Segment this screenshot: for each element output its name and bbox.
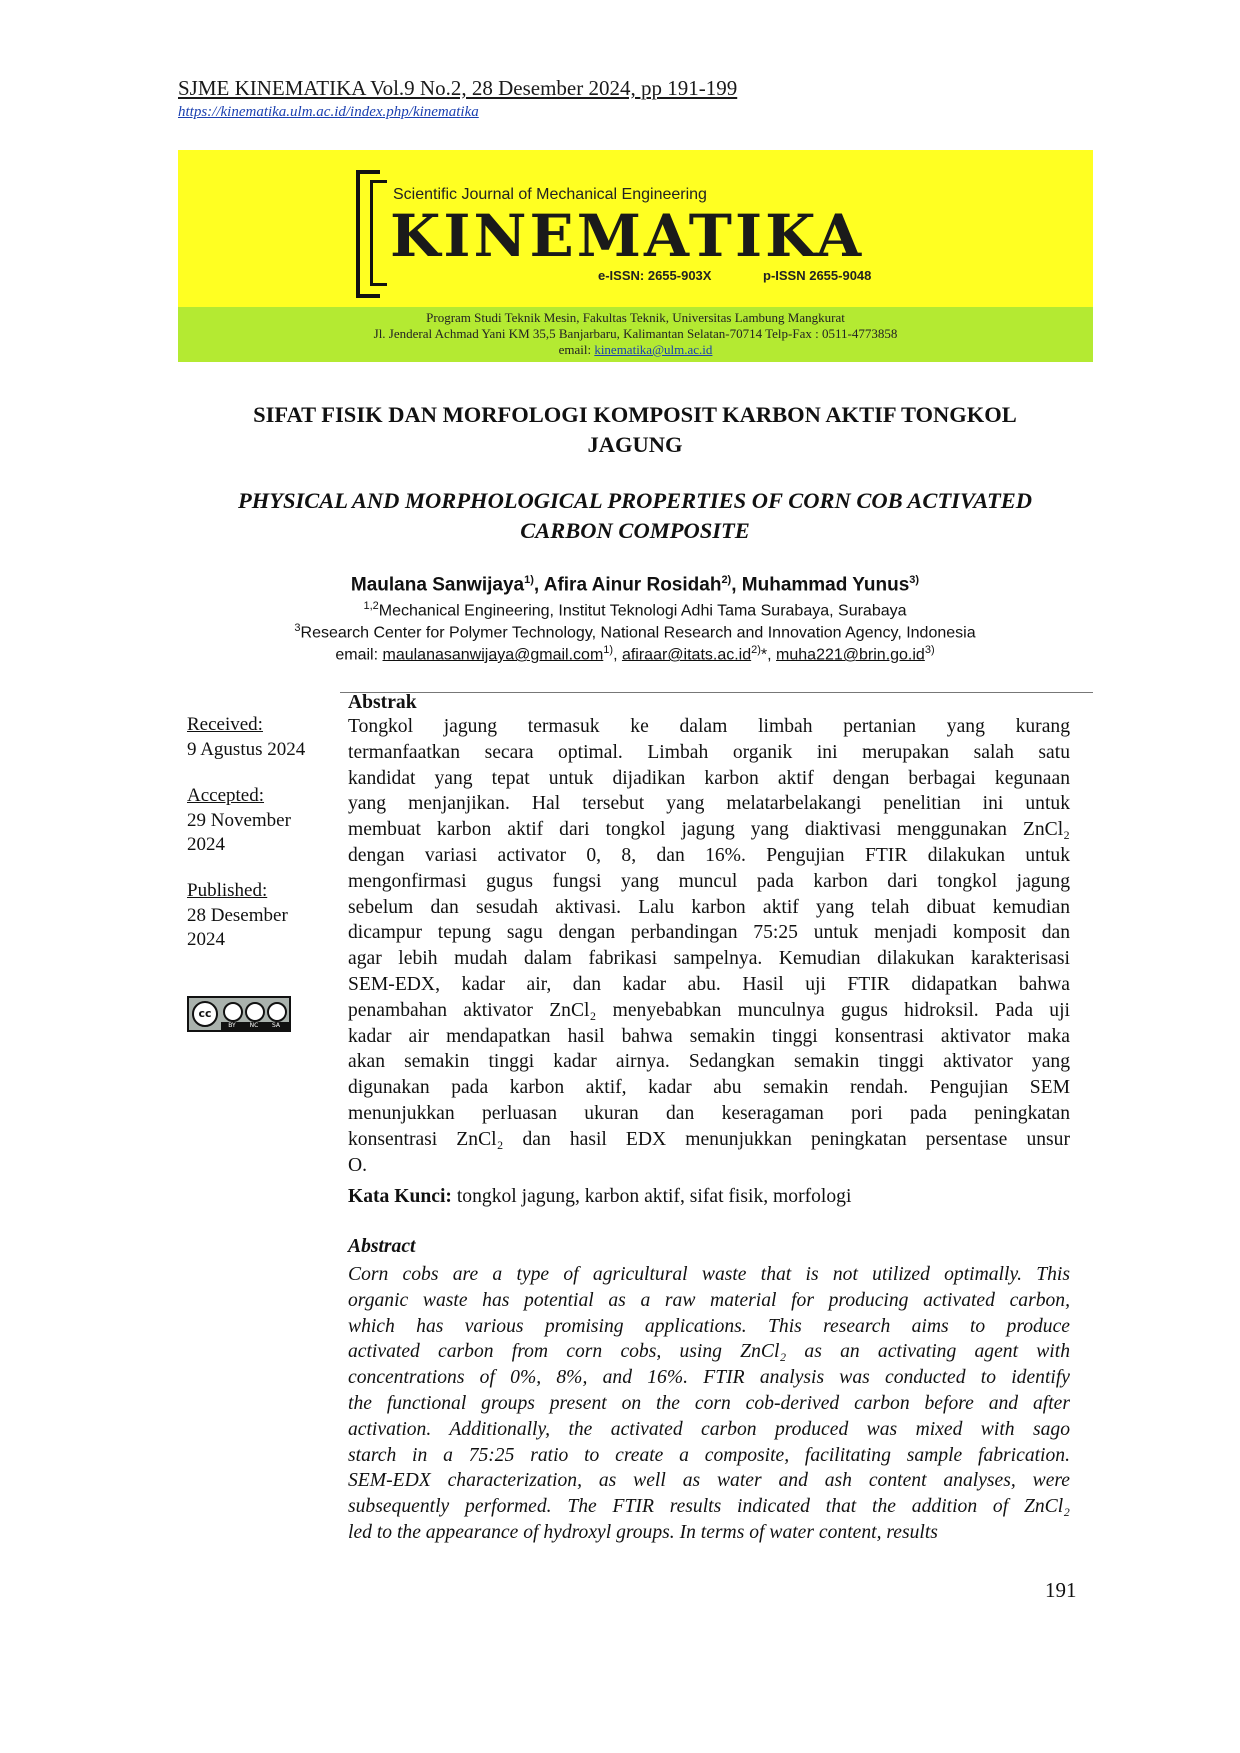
- abstract-line: Corn cobs are a type of agricultural waste that is not utilized optimally. This: [348, 1264, 1070, 1285]
- abstract-line: which has various promising applications. This research aims to produce: [348, 1315, 1070, 1337]
- banner-email-line: [178, 342, 1093, 358]
- abstract-line: penambahan aktivator ZnCl₂ menyebabkan munculnya gugus hidroksil. Pada uji: [348, 999, 1070, 1021]
- abstract-line: mengonfirmasi gugus fungsi yang muncul pada karbon dari tongkol jagung: [348, 870, 1070, 892]
- section-divider: [340, 692, 1093, 693]
- cc-logo-icon: cc: [192, 1001, 218, 1027]
- corresponding-author-mark: *: [760, 646, 768, 664]
- abstract-line: SEM-EDX characterization, as well as water and ash content analyses, were: [348, 1470, 1070, 1492]
- accepted-label: Accepted:: [187, 785, 265, 806]
- email-separator: ,: [613, 646, 622, 664]
- keywords-line: [348, 1186, 851, 1208]
- abstract-line: kandidat yang tepat untuk dijadikan karbon aktif dengan berbagai kegunaan: [348, 767, 1070, 789]
- received-label: Received:: [187, 714, 263, 735]
- author-name: Maulana Sanwijaya: [350, 574, 525, 596]
- email-affiliation-mark: 2): [751, 644, 761, 656]
- banner-email-link[interactable]: kinematika@ulm.ac.id: [594, 342, 713, 357]
- abstract-line: the functional groups present on the corn cob-derived carbon before and after: [348, 1392, 1070, 1414]
- email-link[interactable]: afiraar@itats.ac.id: [621, 646, 752, 664]
- abstract-line: dicampur tepung sagu dengan perbandingan 75:25 untuk menjadi komposit dan: [348, 922, 1070, 944]
- keywords-text: tongkol jagung, karbon aktif, sifat fisik, morfologi: [451, 1186, 852, 1207]
- journal-banner: [178, 150, 1093, 362]
- author-list: [160, 574, 1110, 596]
- cc-terms-strip: [221, 1022, 289, 1030]
- title-id-line: JAGUNG: [587, 432, 683, 457]
- abstrak-body: [348, 714, 1070, 1178]
- author-name: Muhammad Yunus: [741, 574, 910, 596]
- author-affiliation-mark: 2): [721, 574, 732, 586]
- page-number: 191: [1045, 1578, 1077, 1602]
- logo-inner-bracket-icon: [370, 180, 387, 286]
- abstract-line: activation. Additionally, the activated carbon produced was mixed with sago: [348, 1418, 1070, 1440]
- published-label: Published:: [187, 880, 268, 901]
- banner-subtitle: Scientific Journal of Mechanical Engineering: [393, 186, 707, 203]
- abstract-line: O.: [348, 1154, 368, 1176]
- cc-nc-label: NC: [249, 1022, 259, 1029]
- paper-title-english: [160, 486, 1110, 546]
- abstract-line: starch in a 75:25 ratio to create a composite, facilitating sample fabrication.: [348, 1444, 1070, 1466]
- accepted-date-line: 2024: [187, 834, 225, 855]
- abstract-line: concentrations of 0%, 8%, and 16%. FTIR analysis was conducted to identify: [348, 1367, 1070, 1389]
- abstrak-heading: Abstrak: [348, 692, 417, 713]
- abstract-line: dengan variasi activator 0, 8, dan 16%. Pengujian FTIR dilakukan untuk: [348, 844, 1070, 866]
- banner-address-line-1: Program Studi Teknik Mesin, Fakultas Teknik, Universitas Lambung Mangkurat: [426, 310, 845, 325]
- journal-citation-line: SJME KINEMATIKA Vol.9 No.2, 28 Desember 2024, pp 191-199: [178, 76, 738, 100]
- email-link[interactable]: maulanasanwijaya@gmail.com: [382, 646, 604, 664]
- abstract-line: akan semakin tinggi kadar airnya. Sedangkan semakin tinggi aktivator yang: [348, 1051, 1070, 1073]
- author-name: Afira Ainur Rosidah: [543, 574, 722, 596]
- banner-journal-name: KINEMATIKA: [390, 202, 865, 270]
- banner-eissn: e-ISSN: 2655-903X: [598, 268, 712, 283]
- author-separator: ,: [731, 574, 742, 596]
- cc-noncommercial-icon: [245, 1002, 265, 1022]
- cc-attribution-icon: [223, 1002, 243, 1022]
- cc-sharealike-icon: [267, 1002, 287, 1022]
- abstract-line: organic waste has potential as a raw material for producing activated carbon,: [348, 1289, 1070, 1311]
- accepted-date: [187, 809, 291, 857]
- abstract-line: sebelum dan sesudah aktivasi. Lalu karbon aktif yang telah dibuat kemudian: [348, 896, 1070, 918]
- banner-address-line-2: Jl. Jenderal Achmad Yani KM 35,5 Banjarbaru, Kalimantan Selatan-70714 Telp-Fax : 0511-4773858: [373, 326, 898, 341]
- title-en-line: PHYSICAL AND MORPHOLOGICAL PROPERTIES OF CORN COB ACTIVATED: [237, 488, 1033, 513]
- published-date-line: 2024: [187, 929, 225, 950]
- email-link[interactable]: muha221@brin.go.id: [776, 646, 925, 664]
- cc-sa-label: SA: [271, 1022, 281, 1029]
- banner-pissn: p-ISSN 2655-9048: [763, 268, 872, 283]
- abstract-heading: Abstract: [348, 1236, 416, 1257]
- abstract-line: membuat karbon aktif dari tongkol jagung yang diaktivasi menggunakan ZnCl₂: [348, 819, 1070, 841]
- email-affiliation-mark: 3): [924, 644, 935, 656]
- cc-by-nc-sa-icon[interactable]: [187, 996, 291, 1032]
- title-id-line: SIFAT FISIK DAN MORFOLOGI KOMPOSIT KARBON AKTIF TONGKOL: [253, 402, 1017, 427]
- journal-url-link[interactable]: https://kinematika.ulm.ac.id/index.php/kinematika: [178, 104, 479, 120]
- email-label: email:: [335, 646, 383, 664]
- abstract-line: SEM-EDX, kadar air, dan kadar abu. Hasil uji FTIR didapatkan bahwa: [348, 973, 1070, 995]
- abstract-line: agar lebih mudah dalam fabrikasi sampelnya. Kemudian dilakukan karakterisasi: [348, 948, 1070, 970]
- banner-email-label: email:: [558, 342, 592, 357]
- author-affiliation-mark: 3): [909, 574, 920, 586]
- abstract-line: yang menjanjikan. Hal tersebut yang melatarbelakangi penelitian ini untuk: [348, 793, 1070, 815]
- email-separator: ,: [767, 646, 777, 664]
- abstract-line: digunakan pada karbon aktif, kadar abu semakin rendah. Pengujian SEM: [348, 1077, 1070, 1099]
- email-affiliation-mark: 1): [603, 644, 614, 656]
- abstract-line: termanfaatkan secara optimal. Limbah organik ini merupakan salah satu: [348, 741, 1070, 763]
- affiliation-2: [160, 622, 1110, 642]
- abstract-line: menunjukkan perluasan ukuran dan keseragaman pori pada peningkatan: [348, 1102, 1070, 1124]
- abstract-line: kadar air mendapatkan hasil bahwa semakin tinggi konsentrasi aktivator maka: [348, 1025, 1070, 1047]
- title-en-line: CARBON COMPOSITE: [520, 518, 750, 543]
- cc-by-label: BY: [228, 1022, 236, 1029]
- paper-title-indonesian: [160, 400, 1110, 460]
- affiliation-mark: 3: [294, 622, 301, 634]
- author-affiliation-mark: 1): [524, 574, 534, 586]
- affiliation-text: Research Center for Polymer Technology, National Research and Innovation Agency, Indonesia: [300, 624, 976, 642]
- author-separator: ,: [533, 574, 544, 596]
- author-emails: [160, 644, 1110, 664]
- received-date: 9 Agustus 2024: [187, 739, 306, 760]
- abstract-body: [348, 1262, 1070, 1546]
- affiliation-mark: 1,2: [363, 600, 379, 612]
- keywords-label: Kata Kunci:: [348, 1186, 452, 1207]
- abstract-line: led to the appearance of hydroxyl groups. In terms of water content, results: [348, 1521, 938, 1543]
- abstract-line: activated carbon from corn cobs, using ZnCl₂ as an activating agent with: [348, 1341, 1070, 1363]
- published-date: [187, 904, 288, 952]
- abstract-line: subsequently performed. The FTIR results indicated that the addition of ZnCl₂: [348, 1496, 1070, 1518]
- published-date-line: 28 Desember: [187, 905, 288, 926]
- abstract-line: konsentrasi ZnCl₂ dan hasil EDX menunjukkan peningkatan persentase unsur: [348, 1128, 1070, 1150]
- affiliation-text: Mechanical Engineering, Institut Teknologi Adhi Tama Surabaya, Surabaya: [378, 602, 907, 620]
- accepted-date-line: 29 November: [187, 810, 291, 831]
- abstract-line: Tongkol jagung termasuk ke dalam limbah pertanian yang kurang: [348, 716, 1070, 737]
- affiliation-1: [160, 600, 1110, 620]
